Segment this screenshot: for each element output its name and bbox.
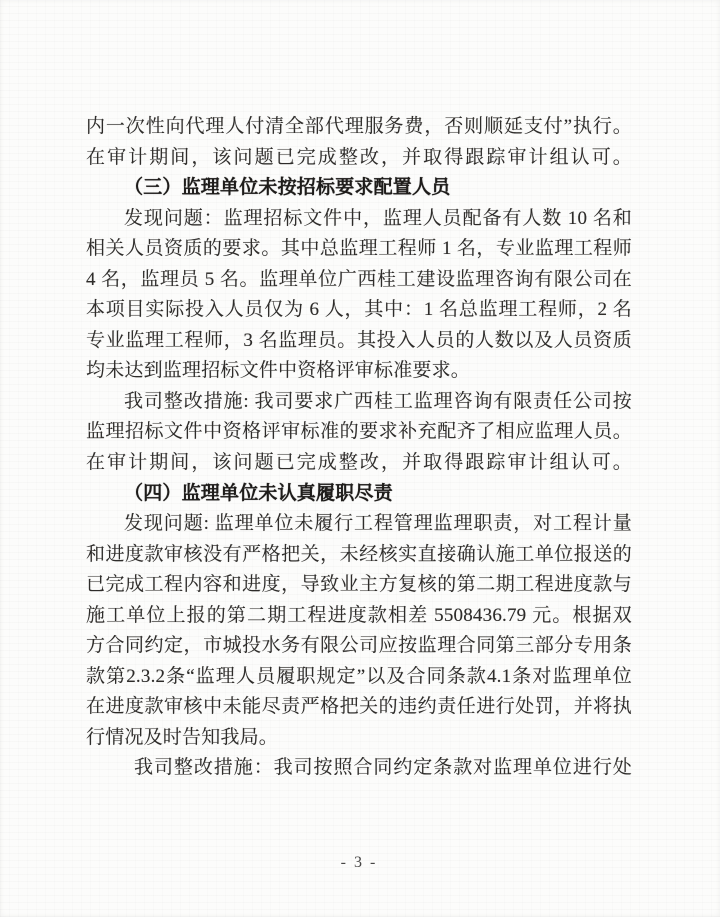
- text-line: 相关人员资质的要求。其中总监理工程师 1 名，专业监理工程师: [86, 238, 632, 260]
- text-line: 款第2.3.2条“监理人员履职规定”以及合同条款4.1条对监理单位: [86, 665, 632, 687]
- text-line: 方合同约定，市城投水务有限公司应按监理合同第三部分专用条: [86, 635, 632, 657]
- text-line: 和进度款审核没有严格把关，未经核实直接确认施工单位报送的: [86, 543, 632, 565]
- text-line: 发现问题：监理招标文件中，监理人员配备有人数 10 名和: [124, 207, 632, 229]
- text-line: 监理招标文件中资格评审标准的要求补充配齐了相应监理人员。: [86, 421, 632, 443]
- text-line: 内一次性向代理人付清全部代理服务费，否则顺延支付”执行。: [86, 116, 632, 137]
- text-line: 本项目实际投入人员仅为 6 人，其中：1 名总监理工程师，2 名: [86, 299, 632, 321]
- section-heading: （三）监理单位未按招标要求配置人员: [124, 177, 451, 199]
- text-line: 施工单位上报的第二期工程进度款相差 5508436.79 元。根据双: [86, 604, 632, 626]
- text-line: 我司整改措施：我司按照合同约定条款对监理单位进行处: [134, 757, 632, 779]
- page-number: - 3 -: [340, 854, 378, 871]
- text-line: 在审计期间，该问题已完成整改，并取得跟踪审计组认可。: [86, 146, 632, 168]
- text-line: 行情况及时告知我局。: [86, 726, 279, 748]
- text-line: 均未达到监理招标文件中资格评审标准要求。: [86, 360, 471, 382]
- document-body: [86, 112, 632, 784]
- section-heading: （四）监理单位未认真履职尽责: [124, 482, 393, 504]
- text-line: 在进度款审核中未能尽责严格把关的违约责任进行处罚，并将执: [86, 696, 632, 718]
- text-line: 我司整改措施: 我司要求广西桂工监理咨询有限责任公司按: [124, 390, 632, 412]
- text-line: 4 名，监理员 5 名。监理单位广西桂工建设监理咨询有限公司在: [86, 268, 632, 290]
- text-line: 发现问题: 监理单位未履行工程管理监理职责，对工程计量: [124, 513, 632, 535]
- text-line: 专业监理工程师，3 名监理员。其投入人员的人数以及人员资质: [86, 329, 632, 351]
- text-line: 在审计期间，该问题已完成整改，并取得跟踪审计组认可。: [86, 452, 632, 474]
- text-line: 已完成工程内容和进度，导致业主方复核的第二期工程进度款与: [86, 574, 632, 596]
